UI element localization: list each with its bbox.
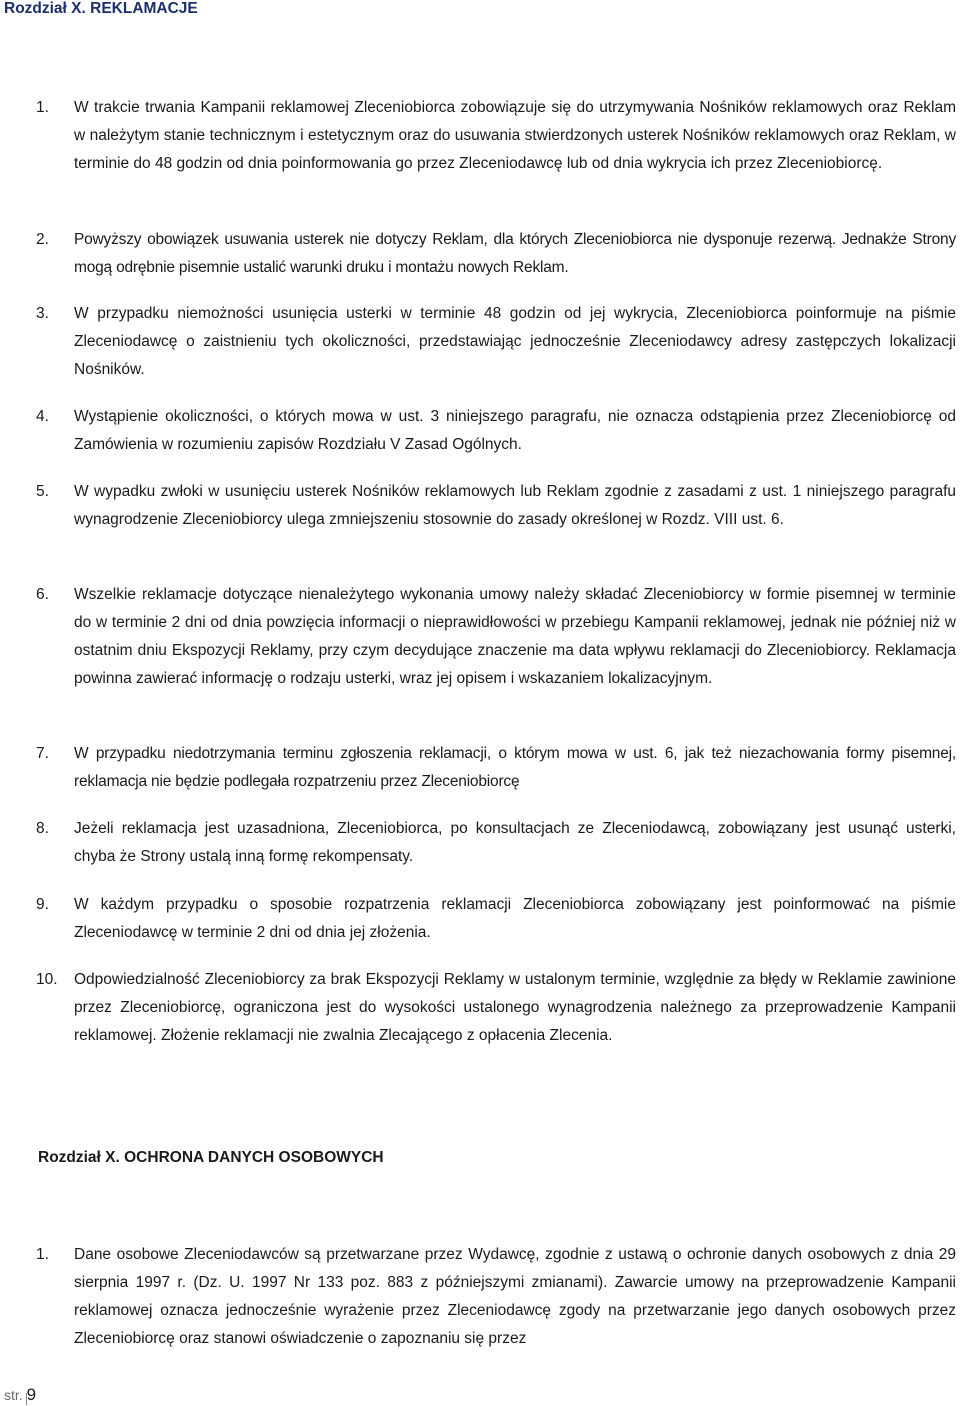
page-number: 9 <box>26 1385 37 1404</box>
list-item-text: W wypadku zwłoki w usunięciu usterek Nośników reklamowych lub Reklam zgodnie z zasadami z ust. 1 niniejszego paragrafu wynagrodzenie Zleceniobiorcy ulega zmniejszeniu stosownie do zasady określonej w Rozdz. VIII ust. 6. <box>74 483 956 528</box>
section-title-reklamacje: Rozdział X. REKLAMACJE <box>4 0 198 17</box>
list-item-number: 1. <box>36 1246 49 1263</box>
list-item <box>36 478 956 534</box>
list-item <box>36 403 956 459</box>
list-item-text: W trakcie trwania Kampanii reklamowej Zleceniobiorca zobowiązuje się do utrzymywania Nośników reklamowych oraz Reklam w należytym stanie technicznym i estetycznym oraz do usuwania stwierdzonych usterek Nośników reklamowych oraz Reklam, w terminie do 48 godzin od dnia poinformowania go przez Zleceniodawcę lub od dnia wykrycia ich przez Zleceniobiorcę. <box>74 99 956 172</box>
list-item <box>36 300 956 384</box>
list-item-text: Wszelkie reklamacje dotyczące nienależytego wykonania umowy należy składać Zleceniobiorcy w formie pisemnej w terminie do w terminie 2 dni od dnia powzięcia informacji o nieprawidłowości w przebiegu Kampanii reklamowej, jednak nie później niż w ostatnim dniu Ekspozycji Reklamy, przy czym decydujące znaczenie ma data wpływu reklamacji do Zleceniobiorcy. Reklamacja powinna zawierać informację o rodzaju usterki, wraz jej opisem i wskazaniem lokalizacyjnym. <box>74 586 956 687</box>
list-item-text: Wystąpienie okoliczności, o których mowa w ust. 3 niniejszego paragrafu, nie oznacza odstąpienia przez Zleceniobiorcę od Zamówienia w rozumieniu zapisów Rozdziału V Zasad Ogólnych. <box>74 408 956 453</box>
page-footer <box>4 1385 36 1405</box>
list-item <box>36 581 956 693</box>
list-item <box>36 891 956 947</box>
list-item-number: 7. <box>36 745 49 762</box>
list-item-text: W przypadku niedotrzymania terminu zgłoszenia reklamacji, o którym mowa w ust. 6, jak też niezachowania formy pisemnej, reklamacja nie będzie podlegała rozpatrzeniu przez Zleceniobiorcę <box>74 745 956 790</box>
list-item <box>36 94 956 178</box>
section-title-ochrona-danych: Rozdział X. OCHRONA DANYCH OSOBOWYCH <box>38 1149 384 1166</box>
list-item-number: 1. <box>36 99 49 116</box>
list-item <box>36 740 956 796</box>
list-item-number: 3. <box>36 305 49 322</box>
list-item-number: 5. <box>36 483 49 500</box>
list-item-number: 2. <box>36 231 49 248</box>
list-item-number: 8. <box>36 820 49 837</box>
page-number-prefix: str. <box>4 1387 23 1403</box>
list-item-number: 10. <box>36 971 58 988</box>
list-item-text: Odpowiedzialność Zleceniobiorcy za brak Ekspozycji Reklamy w ustalonym terminie, względnie za błędy w Reklamie zawinione przez Zleceniobiorcę, ograniczona jest do wysokości ustalonego wynagrodzenia należnego za przeprowadzenie Kampanii reklamowej. Złożenie reklamacji nie zwalnia Zlecającego z opłacenia Zlecenia. <box>74 971 956 1044</box>
list-item <box>36 226 956 282</box>
list-item-number: 4. <box>36 408 49 425</box>
list-item-text: Jeżeli reklamacja jest uzasadniona, Zleceniobiorca, po konsultacjach ze Zleceniodawcą, zobowiązany jest usunąć usterki, chyba że Strony ustalą inną formę rekompensaty. <box>74 820 956 865</box>
list-item-number: 9. <box>36 896 49 913</box>
list-item-number: 6. <box>36 586 49 603</box>
list-item-text: Dane osobowe Zleceniodawców są przetwarzane przez Wydawcę, zgodnie z ustawą o ochronie danych osobowych z dnia 29 sierpnia 1997 r. (Dz. U. 1997 Nr 133 poz. 883 z późniejszymi zmianami). Zawarcie umowy na przeprowadzenie Kampanii reklamowej oznacza jednocześnie wyrażenie przez Zleceniodawcę zgody na przetwarzanie jego danych osobowych przez Zleceniobiorcę oraz stanowi oświadczenie o zapoznaniu się przez <box>74 1246 956 1347</box>
list-item <box>36 815 956 871</box>
list-item <box>36 1241 956 1353</box>
list-item <box>36 966 956 1050</box>
list-item-text: Powyższy obowiązek usuwania usterek nie dotyczy Reklam, dla których Zleceniobiorca nie dysponuje rezerwą. Jednakże Strony mogą odrębnie pisemnie ustalić warunki druku i montażu nowych Reklam. <box>74 231 956 276</box>
list-item-text: W każdym przypadku o sposobie rozpatrzenia reklamacji Zleceniobiorca zobowiązany jest poinformować na piśmie Zleceniodawcę w terminie 2 dni od dnia jej złożenia. <box>74 896 956 941</box>
list-item-text: W przypadku niemożności usunięcia usterki w terminie 48 godzin od jej wykrycia, Zleceniobiorca poinformuje na piśmie Zleceniodawcę o zaistnieniu tych okoliczności, przedstawiając jednocześnie Zleceniodawcy adresy zastępczych lokalizacji Nośników. <box>74 305 956 378</box>
